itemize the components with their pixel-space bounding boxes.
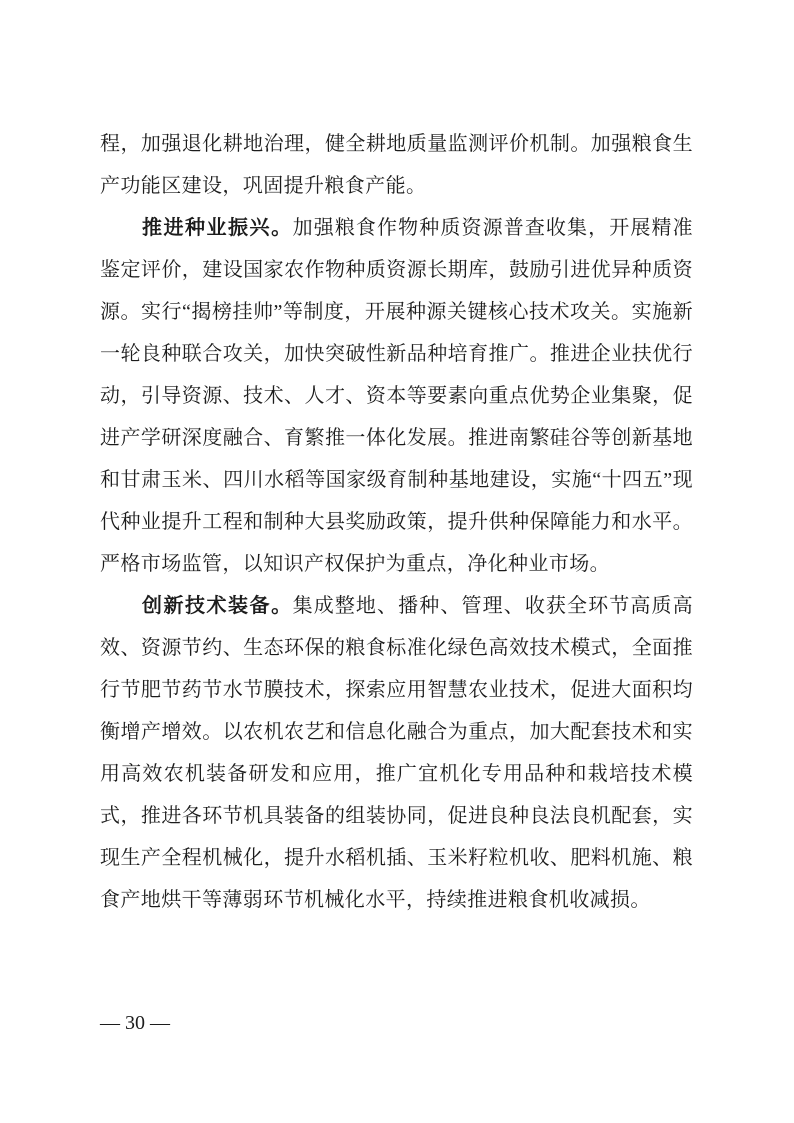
paragraph-text: 加强粮食作物种质资源普查收集，开展精准鉴定评价，建设国家农作物种质资源长期库，鼓励引进优异种质资源。实行“揭榜挂帅”等制度，开展种源关键核心技术攻关。实施新一轮良种联合攻关，加快突破性新品种培育推广。推进企业扶优行动，引导资源、技术、人才、资本等要素向重点优势企业集聚，促进产学研深度融合、育繁推一体化发展。推进南繁硅谷等创新基地和甘肃玉米、四川水稻等国家级育制种基地建设，实施“十四五”现代种业提升工程和制种大县奖励政策，提升供种保障能力和水平。严格市场监管，以知识产权保护为重点，净化种业市场。 <box>100 217 693 575</box>
paragraph-lead: 创新技术装备。 <box>142 595 293 617</box>
page-number: — 30 — <box>100 1012 170 1034</box>
paragraph-seed-industry <box>100 207 693 585</box>
paragraph-continuation <box>100 123 693 207</box>
document-body <box>100 123 693 921</box>
paragraph-tech-equipment <box>100 585 693 921</box>
paragraph-lead: 推进种业振兴。 <box>142 217 293 239</box>
paragraph-text: 程，加强退化耕地治理，健全耕地质量监测评价机制。加强粮食生产功能区建设，巩固提升粮食产能。 <box>100 133 693 197</box>
page-footer <box>100 1002 693 1044</box>
paragraph-text: 集成整地、播种、管理、收获全环节高质高效、资源节约、生态环保的粮食标准化绿色高效技术模式，全面推行节肥节药节水节膜技术，探索应用智慧农业技术，促进大面积均衡增产增效。以农机农艺和信息化融合为重点，加大配套技术和实用高效农机装备研发和应用，推广宜机化专用品种和栽培技术模式，推进各环节机具装备的组装协同，促进良种良法良机配套，实现生产全程机械化，提升水稻机插、玉米籽粒机收、肥料机施、粮食产地烘干等薄弱环节机械化水平，持续推进粮食机收减损。 <box>100 595 693 911</box>
